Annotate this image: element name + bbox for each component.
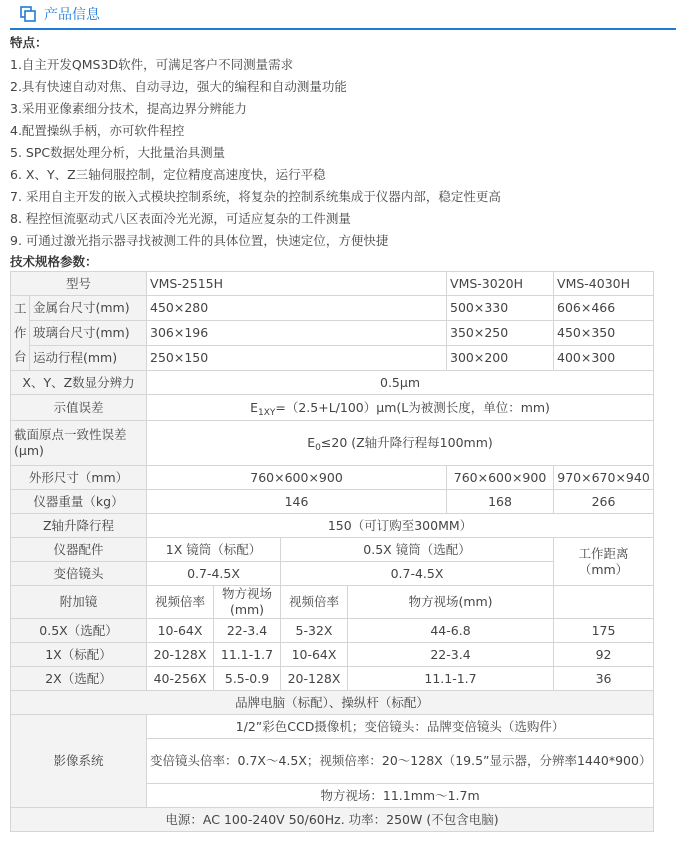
aux-lens-name: 2X（选配）	[11, 667, 147, 691]
table-row	[11, 395, 654, 421]
table-row	[11, 490, 654, 514]
imaging-label: 影像系统	[11, 715, 147, 808]
aux-video-mag: 40-256X	[147, 667, 214, 691]
table-row	[11, 371, 654, 395]
metal-table-cell: 500×330	[447, 296, 554, 321]
resolution-label: X、Y、Z数显分辨力	[11, 371, 147, 395]
aux-working-distance: 175	[554, 619, 654, 643]
zoom-lens-label: 变倍镜头	[11, 562, 147, 586]
working-distance-header: 工作距离（mm）	[554, 538, 654, 586]
feature-item: 1.自主开发QMS3D软件，可满足客户不同测量需求	[10, 57, 294, 72]
section-title: 产品信息	[44, 7, 100, 23]
table-row	[11, 272, 654, 296]
aux-video-mag: 10-64X	[147, 619, 214, 643]
aux-fov: 22-3.4	[348, 643, 554, 667]
error-label: 示值误差	[11, 395, 147, 421]
dimensions-cell: 970×670×940	[554, 466, 654, 490]
zoom-lens-cell: 0.7-4.5X	[147, 562, 281, 586]
weight-cell: 266	[554, 490, 654, 514]
perpendicularity-value: $E_0\le 20$ (Z轴升降行程每100mm)	[147, 421, 654, 466]
dimensions-cell: 760×600×900	[147, 466, 447, 490]
model-cell: VMS-2515H	[147, 272, 447, 296]
table-row	[11, 514, 654, 538]
model-cell: VMS-4030H	[554, 272, 654, 296]
aux-fov: 44-6.8	[348, 619, 554, 643]
feature-item: 3.采用亚像素细分技术，提高边界分辨能力	[10, 101, 247, 116]
aux-fov: 11.1-1.7	[348, 667, 554, 691]
accessory-label: 仪器配件	[11, 538, 147, 562]
feature-item: 5. SPC数据处理分析，大批量治具测量	[10, 145, 226, 160]
dimensions-cell: 760×600×900	[447, 466, 554, 490]
metal-table-cell: 450×280	[147, 296, 447, 321]
table-row	[11, 715, 654, 739]
aux-lens-name: 0.5X（选配）	[11, 619, 147, 643]
imaging-line: 变倍镜头倍率：0.7X～4.5X；视频倍率：20～128X（19.5”显示器，分辨率1440*900）	[147, 739, 654, 784]
aux-fov: 5.5-0.9	[214, 667, 281, 691]
worktable-group: 工 作 台	[11, 296, 30, 371]
metal-table-cell: 606×466	[554, 296, 654, 321]
section-header	[10, 0, 676, 30]
zoom-lens-cell: 0.7-4.5X	[281, 562, 554, 586]
z-travel-value: 150（可订购至300MM）	[147, 514, 654, 538]
table-row	[11, 586, 654, 619]
table-row	[11, 643, 654, 667]
aux-working-distance: 36	[554, 667, 654, 691]
feature-list	[10, 54, 501, 252]
z-travel-label: Z轴升降行程	[11, 514, 147, 538]
fov-header: 物方视场(mm)	[214, 586, 281, 619]
travel-cell: 250×150	[147, 346, 447, 371]
table-row	[11, 691, 654, 715]
travel-cell: 300×200	[447, 346, 554, 371]
feature-item: 4.配置操纵手柄，亦可软件程控	[10, 123, 185, 138]
glass-table-label: 玻璃台尺寸(mm)	[30, 321, 147, 346]
video-mag-header: 视频倍率	[281, 586, 348, 619]
aux-video-mag: 20-128X	[147, 643, 214, 667]
feature-item: 8. 程控恒流驱动式八区表面冷光光源，可适应复杂的工件测量	[10, 211, 351, 226]
aux-lens-label: 附加镜	[11, 586, 147, 619]
feature-item: 7. 采用自主开发的嵌入式模块控制系统，将复杂的控制系统集成于仪器内部，稳定性更高	[10, 189, 501, 204]
feature-item: 2.具有快速自动对焦、自动寻边，强大的编程和自动测量功能	[10, 79, 347, 94]
travel-label: 运动行程(mm)	[30, 346, 147, 371]
accessory-1x: 1X 镜筒（标配）	[147, 538, 281, 562]
weight-cell: 168	[447, 490, 554, 514]
aux-working-distance: 92	[554, 643, 654, 667]
computer-row: 品牌电脑（标配）、操纵杆（标配）	[11, 691, 654, 715]
feature-item: 6. X、Y、Z三轴伺服控制，定位精度高速度快，运行平稳	[10, 167, 326, 182]
table-row	[11, 808, 654, 832]
imaging-line: 1/2”彩色CCD摄像机；变倍镜头：品牌变倍镜头（选购件）	[147, 715, 654, 739]
table-row	[11, 296, 654, 321]
table-row	[11, 346, 654, 371]
model-cell: VMS-3020H	[447, 272, 554, 296]
metal-table-label: 金属台尺寸(mm)	[30, 296, 147, 321]
error-value: $E_{1XY}=(2.5+L/100)\mu m(L$为被测长度，单位：mm)	[147, 395, 654, 421]
aux-video-mag: 20-128X	[281, 667, 348, 691]
resolution-value: 0.5μm	[147, 371, 654, 395]
glass-table-cell: 306×196	[147, 321, 447, 346]
table-row	[11, 421, 654, 466]
aux-fov: 22-3.4	[214, 619, 281, 643]
model-header: 型号	[11, 272, 147, 296]
table-row	[11, 667, 654, 691]
empty-cell	[554, 586, 654, 619]
table-row	[11, 321, 654, 346]
table-row	[11, 538, 654, 562]
travel-cell: 400×300	[554, 346, 654, 371]
table-row	[11, 466, 654, 490]
product-info-icon	[20, 6, 36, 22]
features-label: 特点：	[10, 35, 48, 50]
aux-lens-name: 1X（标配）	[11, 643, 147, 667]
specs-label: 技术规格参数：	[10, 254, 98, 269]
aux-fov: 11.1-1.7	[214, 643, 281, 667]
aux-video-mag: 5-32X	[281, 619, 348, 643]
feature-item: 9. 可通过激光指示器寻找被测工件的具体位置，快速定位，方便快捷	[10, 233, 389, 248]
weight-cell: 146	[147, 490, 447, 514]
spec-table	[10, 271, 654, 832]
table-row	[11, 619, 654, 643]
perpendicularity-label: 截面原点一致性误差(μm)	[11, 421, 147, 466]
glass-table-cell: 450×350	[554, 321, 654, 346]
glass-table-cell: 350×250	[447, 321, 554, 346]
weight-label: 仪器重量（kg）	[11, 490, 147, 514]
accessory-05x: 0.5X 镜筒（选配）	[281, 538, 554, 562]
imaging-line: 物方视场：11.1mm～1.7m	[147, 784, 654, 808]
power-row: 电源：AC 100-240V 50/60Hz. 功率：250W (不包含电脑)	[11, 808, 654, 832]
video-mag-header: 视频倍率	[147, 586, 214, 619]
fov-header: 物方视场(mm)	[348, 586, 554, 619]
aux-video-mag: 10-64X	[281, 643, 348, 667]
dimensions-label: 外形尺寸（mm）	[11, 466, 147, 490]
